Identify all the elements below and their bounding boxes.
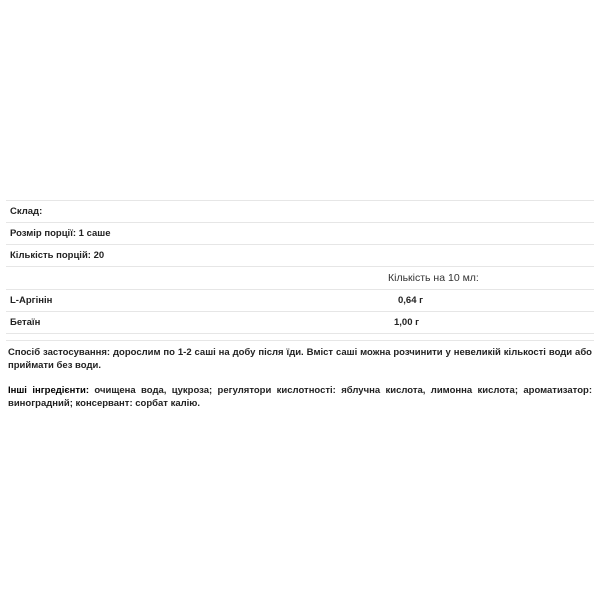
servings-count-label: Кількість порцій: 20 xyxy=(10,250,105,261)
ingredient-row xyxy=(6,290,594,312)
ingredient-row xyxy=(6,312,594,334)
composition-label: Склад: xyxy=(10,206,43,217)
servings-count-row xyxy=(6,245,594,267)
table-divider xyxy=(6,334,594,341)
serving-size-row xyxy=(6,223,594,245)
amount-header: Кількість на 10 мл: xyxy=(388,272,479,284)
ingredient-amount: 0,64 г xyxy=(398,295,424,306)
usage-paragraph xyxy=(6,346,594,372)
ingredients-paragraph xyxy=(6,384,594,410)
ingredient-name: Бетаїн xyxy=(10,317,41,328)
ingredients-label: Інші інгредієнти: xyxy=(8,385,90,396)
ingredient-name: L-Аргінін xyxy=(10,295,53,306)
ingredient-amount: 1,00 г xyxy=(394,317,420,328)
ingredients-text: очищена вода, цукроза; регулятори кислотності: яблучна кислота, лимонна кислота; ароматизатор: виноградний; консервант: сорбат калію. xyxy=(8,385,592,409)
usage-text: Спосіб застосування: дорослим по 1-2 саші на добу після їди. Вміст саші можна розчинити у невеликій кількості води або приймати без води. xyxy=(8,347,592,371)
supplement-facts-document xyxy=(6,200,594,410)
serving-size-label: Розмір порції: 1 саше xyxy=(10,228,111,239)
composition-row xyxy=(6,201,594,223)
amount-header-row xyxy=(6,267,594,290)
supplement-facts-table xyxy=(6,200,594,341)
